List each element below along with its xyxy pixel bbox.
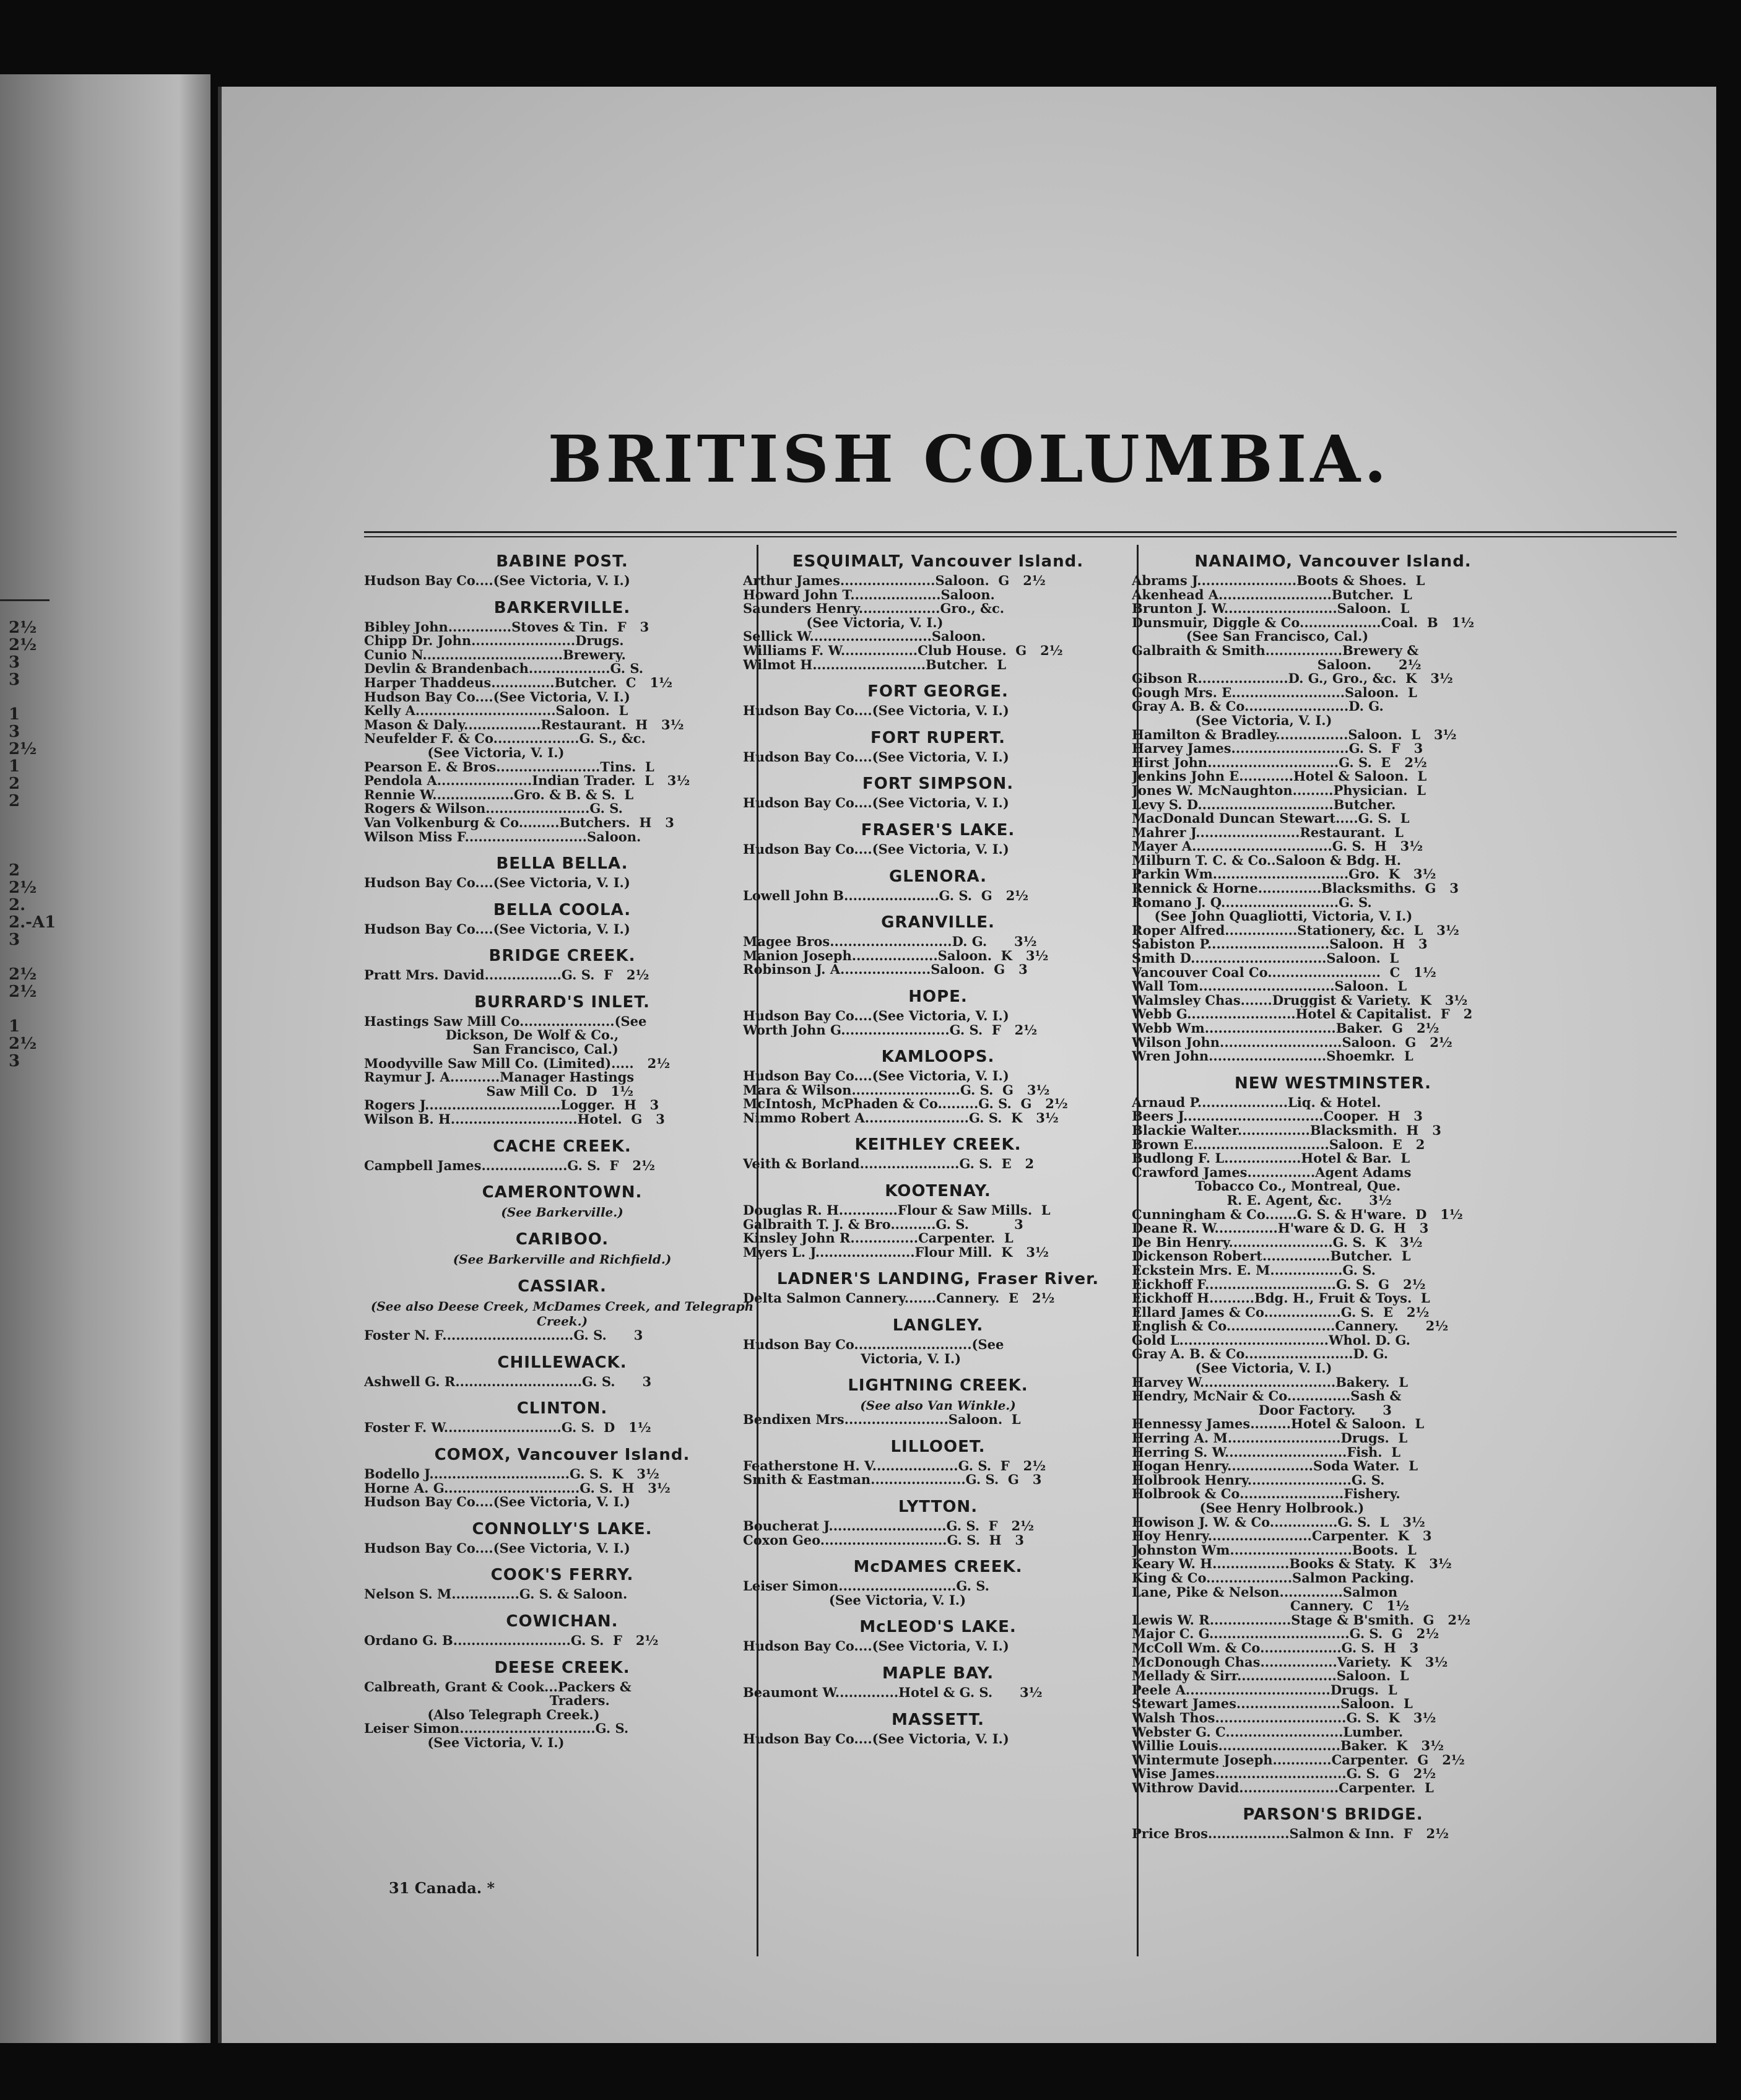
town-heading: LADNER'S LANDING, Fraser River. [776, 1270, 1100, 1289]
town-section [743, 1313, 1133, 1366]
directory-entry: Roper Alfred................Stationery, &c. L 3½ [1132, 923, 1459, 938]
town-heading: GLENORA. [888, 867, 988, 886]
directory-entry: Harvey James..........................G. S. F 3 [1132, 742, 1423, 756]
town-section [743, 771, 1133, 810]
gutter-number: 2 [9, 861, 20, 880]
town-section [364, 1655, 760, 1750]
directory-entry: Walmsley Chas.......Druggist & Variety. K 3½ [1132, 993, 1468, 1008]
directory-entry: (Also Telegraph Creek.) [364, 1707, 600, 1722]
directory-entry: Hudson Bay Co....(See Victoria, V. I.) [364, 922, 630, 937]
gutter-number [9, 1000, 64, 1018]
directory-entry: Wilson John...........................Saloon. G 2½ [1132, 1035, 1452, 1050]
directory-entry: Leiser Simon..............................G. S. [364, 1722, 629, 1736]
directory-entry: Foster N. F.............................G. S. 3 [364, 1329, 643, 1343]
directory-entry: Kelly A...............................Saloon. L [364, 704, 628, 718]
town-heading: BELLA BELLA. [496, 854, 628, 874]
directory-entry: Coxon Geo............................G. S. H 3 [743, 1533, 1025, 1548]
directory-entry: Gibson R....................D. G., Gro., &c. K 3½ [1132, 672, 1453, 686]
directory-entry: Wren John..........................Shoemkr. L [1132, 1049, 1413, 1064]
town-section [743, 1434, 1133, 1487]
directory-entry: Chipp Dr. John.......................Drugs. [364, 634, 624, 648]
directory-entry: Hendry, McNair & Co..............Sash & [1132, 1389, 1402, 1404]
directory-entry: Traders. [364, 1694, 610, 1708]
directory-entry: Eickhoff H..........Bdg. H., Fruit & Toys. L [1132, 1291, 1430, 1306]
town-note: (See also Deese Creek, McDames Creek, and Telegraph Creek.) [370, 1299, 754, 1329]
directory-entry: Lowell John B.....................G. S. G 2½ [743, 888, 1029, 903]
directory-entry: Cannery. C 1½ [1132, 1599, 1410, 1613]
directory-entry: Willie Louis...........................Baker. K 3½ [1132, 1739, 1444, 1753]
town-section [364, 596, 760, 844]
directory-entry: Galbraith T. J. & Bro..........G. S. 3 [743, 1217, 1023, 1232]
town-heading: CAMERONTOWN. [482, 1183, 643, 1202]
directory-entry: Bendixen Mrs.......................Saloon. L [743, 1413, 1021, 1427]
directory-entry: Dunsmuir, Diggle & Co..................Coal. B 1½ [1132, 615, 1475, 630]
directory-entry: MacDonald Duncan Stewart.....G. S. L [1132, 812, 1410, 826]
directory-entry: Robinson J. A....................Saloon. G 3 [743, 963, 1028, 977]
directory-entry: Smith D..............................Saloon. L [1132, 952, 1399, 966]
directory-entry: (See John Quagliotti, Victoria, V. I.) [1132, 909, 1413, 924]
town-heading: ESQUIMALT, Vancouver Island. [792, 552, 1084, 571]
directory-entry: Hudson Bay Co....(See Victoria, V. I.) [743, 842, 1009, 857]
directory-entry: Wilson B. H............................Hotel. G 3 [364, 1113, 665, 1127]
town-heading: COMOX, Vancouver Island. [434, 1446, 690, 1464]
directory-entry: Pearson E. & Bros.......................Tins. L [364, 760, 654, 774]
town-section [364, 898, 760, 937]
town-heading: McLEOD'S LAKE. [859, 1618, 1017, 1637]
town-section [743, 726, 1133, 765]
town-heading: FORT RUPERT. [870, 728, 1005, 747]
directory-entry: Price Bros..................Salmon & Inn. F 2½ [1132, 1827, 1449, 1842]
directory-entry: Hirst John.............................G. S. E 2½ [1132, 755, 1427, 770]
directory-entry: Saw Mill Co. D 1½ [364, 1084, 633, 1099]
directory-entry: Arnaud P....................Liq. & Hotel. [1132, 1095, 1381, 1110]
directory-entry: Hudson Bay Co....(See Victoria, V. I.) [743, 1009, 1009, 1023]
directory-entry: Budlong F. L.................Hotel & Bar. L [1132, 1152, 1410, 1166]
directory-entry: Abrams J......................Boots & Shoes. L [1132, 574, 1425, 588]
directory-entry: Walsh Thos.............................G. S. K 3½ [1132, 1711, 1436, 1725]
directory-entry: Keary W. H.................Books & Staty. K 3½ [1132, 1557, 1452, 1571]
town-section [743, 549, 1133, 672]
town-section [743, 818, 1133, 857]
directory-entry: Major C. G...............................G. S. G 2½ [1132, 1627, 1439, 1641]
directory-entry: Calbreath, Grant & Cook...Packers & [364, 1680, 632, 1694]
directory-entry: Kinsley John R...............Carpenter. L [743, 1231, 1014, 1246]
directory-entry: Hudson Bay Co....(See Victoria, V. I.) [364, 690, 630, 705]
gutter-number: 2½ [9, 879, 37, 897]
directory-entry: Hudson Bay Co....(See Victoria, V. I.) [364, 574, 630, 588]
town-heading: GRANVILLE. [881, 913, 995, 932]
town-note: (See Barkerville.) [501, 1205, 623, 1220]
directory-entry: Tobacco Co., Montreal, Que. [1132, 1179, 1401, 1194]
directory-entry: (See San Francisco, Cal.) [1132, 630, 1369, 644]
town-heading: BRIDGE CREEK. [488, 947, 636, 966]
directory-entry: Holbrook & Co.......................Fishery. [1132, 1487, 1400, 1501]
directory-entry: Pratt Mrs. David.................G. S. F 2½ [364, 968, 649, 983]
directory-entry: Eickhoff F.............................G. S. G 2½ [1132, 1277, 1426, 1292]
town-section [364, 1134, 760, 1173]
header-rule [364, 531, 1677, 537]
gutter-number: 2.-A1 [9, 913, 56, 932]
directory-entry: Mason & Daly.................Restaurant. H 3½ [364, 718, 684, 732]
town-heading: COOK'S FERRY. [490, 1566, 634, 1585]
directory-entry: Hudson Bay Co....(See Victoria, V. I.) [364, 1541, 630, 1556]
town-section [364, 1443, 760, 1509]
directory-entry: Mahrer J.......................Restaurant. L [1132, 825, 1404, 840]
directory-entry: Sabiston P...........................Saloon. H 3 [1132, 937, 1428, 952]
directory-entry: Hennessy James.........Hotel & Saloon. L [1132, 1417, 1425, 1432]
directory-entry: Rennick & Horne..............Blacksmiths. G 3 [1132, 882, 1459, 896]
directory-entry: Rennie W..................Gro. & B. & S. L [364, 788, 634, 802]
directory-entry: Nelson S. M...............G. S. & Saloon. [364, 1587, 628, 1602]
directory-entry: Pendola A.....................Indian Trader. L 3½ [364, 774, 690, 788]
directory-entry: Wilmot H.........................Butcher. L [743, 657, 1006, 672]
directory-entry: Mayer A...............................G. S. H 3½ [1132, 840, 1423, 854]
town-section [364, 1180, 760, 1220]
town-heading: MAPLE BAY. [882, 1664, 994, 1683]
gutter-number: 2½ [9, 965, 37, 984]
town-heading: PARSON'S BRIDGE. [1243, 1805, 1423, 1824]
town-section [743, 910, 1133, 977]
directory-entry: Saunders Henry..................Gro., &c. [743, 602, 1005, 616]
gutter-number: 1 [9, 705, 20, 724]
town-section [743, 1661, 1133, 1700]
directory-entry: Brunton J. W.........................Saloon. L [1132, 602, 1410, 616]
directory-entry: (See Victoria, V. I.) [743, 615, 944, 630]
directory-entry: Harper Thaddeus..............Butcher. C 1½ [364, 675, 672, 690]
previous-page-edge [0, 74, 211, 2043]
town-heading: CARIBOO. [515, 1230, 609, 1249]
directory-entry: R. E. Agent, &c. 3½ [1132, 1193, 1392, 1208]
directory-entry: Hudson Bay Co....(See Victoria, V. I.) [364, 876, 630, 890]
town-heading: HOPE. [908, 987, 968, 1006]
town-heading: FORT SIMPSON. [862, 774, 1014, 794]
directory-entry: Bodello J...............................G. S. K 3½ [364, 1467, 659, 1482]
town-section [364, 549, 760, 588]
directory-entry: Levy S. D..............................Butcher. [1132, 797, 1396, 812]
town-section [364, 851, 760, 890]
page-title: BRITISH COLUMBIA. [547, 421, 1391, 497]
directory-entry: Holbrook Henry.......................G. S. [1132, 1473, 1385, 1488]
town-heading: CLINTON. [516, 1399, 608, 1418]
town-heading: LIGHTNING CREEK. [848, 1376, 1028, 1395]
directory-entry: Jenkins John E............Hotel & Saloon. L [1132, 770, 1427, 784]
directory-entry: Herring A. M.........................Drugs. L [1132, 1431, 1408, 1446]
directory-entry: Boucherat J..........................G. S. F 2½ [743, 1519, 1035, 1534]
town-section [364, 1609, 760, 1648]
town-heading: KOOTENAY. [885, 1182, 991, 1201]
town-heading: BURRARD'S INLET. [474, 992, 650, 1012]
town-heading: NEW WESTMINSTER. [1234, 1074, 1432, 1093]
town-heading: LANGLEY. [892, 1316, 984, 1335]
gutter-number: 2½ [9, 636, 37, 654]
directory-entry: Eckstein Mrs. E. M................G. S. [1132, 1263, 1376, 1278]
directory-entry: Vancouver Coal Co......................... C 1½ [1132, 965, 1436, 980]
directory-entry: Akenhead A.........................Butcher. L [1132, 588, 1412, 602]
directory-entry: Parkin Wm..............................Gro. K 3½ [1132, 867, 1436, 882]
directory-entry: Hudson Bay Co..........................(See [743, 1338, 1004, 1352]
town-section [743, 1044, 1133, 1125]
directory-entry: Cunningham & Co.......G. S. & H'ware. D 1½ [1132, 1207, 1463, 1222]
gutter-number: 2½ [9, 983, 37, 1001]
town-section [743, 1615, 1133, 1654]
directory-entry: Howison J. W. & Co...............G. S. L 3½ [1132, 1515, 1425, 1530]
town-heading: COWICHAN. [506, 1612, 619, 1631]
town-heading: KEITHLEY CREEK. [854, 1135, 1022, 1155]
directory-entry: Peele A................................Drugs. L [1132, 1683, 1397, 1698]
gutter-number: 1 [9, 1017, 20, 1036]
directory-entry: Gray A. B. & Co.......................D. G. [1132, 700, 1384, 714]
directory-entry: Romano J. Q..........................G. S. [1132, 895, 1372, 910]
gutter-number: 3 [9, 1052, 20, 1070]
directory-entry: De Bin Henry.......................G. S. K 3½ [1132, 1235, 1423, 1250]
town-section [743, 1495, 1133, 1547]
directory-entry: San Francisco, Cal.) [364, 1043, 619, 1057]
directory-entry: (See Victoria, V. I.) [743, 1593, 966, 1608]
gutter-number [9, 844, 64, 862]
gutter-number: 3 [9, 670, 20, 689]
directory-entry: Cunio N...............................Brewery. [364, 648, 626, 662]
directory-entry: Rogers J..............................Logger. H 3 [364, 1098, 659, 1113]
town-section [364, 1563, 760, 1602]
gutter-number [9, 948, 64, 966]
gutter-number [9, 827, 64, 844]
directory-entry: Arthur James.....................Saloon. G 2½ [743, 574, 1046, 588]
directory-entry: Hamilton & Bradley................Saloon. L 3½ [1132, 727, 1457, 742]
gutter-number: 2½ [9, 1035, 37, 1053]
directory-entry: Featherstone H. V...................G. S. F 2½ [743, 1459, 1046, 1473]
directory-entry: Jones W. McNaughton.........Physician. L [1132, 783, 1426, 798]
town-note: (See also Van Winkle.) [860, 1398, 1016, 1413]
town-section [364, 1227, 760, 1267]
town-section [364, 1396, 760, 1435]
town-heading: BABINE POST. [496, 552, 628, 571]
town-heading: BELLA COOLA. [493, 900, 632, 919]
directory-entry: Mellady & Sirr......................Saloon. L [1132, 1669, 1409, 1683]
directory-entry: Dickson, De Wolf & Co., [364, 1028, 619, 1043]
directory-entry: Herring S. W...........................Fish. L [1132, 1445, 1400, 1460]
gutter-number: 2½ [9, 618, 37, 637]
directory-entry: Milburn T. C. & Co..Saloon & Bdg. H. [1132, 853, 1402, 868]
town-section [743, 1132, 1133, 1171]
town-section [743, 864, 1133, 903]
directory-entry: Harvey W..............................Bakery. L [1132, 1375, 1409, 1390]
directory-entry: Dickenson Robert...............Butcher. L [1132, 1249, 1411, 1264]
directory-entry: Gray A. B. & Co........................D. G. [1132, 1347, 1389, 1362]
directory-entry: Webb Wm.............................Baker. G 2½ [1132, 1022, 1439, 1036]
directory-entry: (See Victoria, V. I.) [1132, 713, 1332, 728]
directory-entry: Wintermute Joseph.............Carpenter. G 2½ [1132, 1753, 1465, 1768]
directory-entry: Wise James.............................G. S. G 2½ [1132, 1767, 1436, 1781]
directory-entry: Leiser Simon..........................G. S. [743, 1579, 989, 1594]
directory-entry: Moodyville Saw Mill Co. (Limited)..... 2½ [364, 1056, 671, 1071]
town-heading: BARKERVILLE. [493, 598, 631, 617]
directory-entry: Webster G. C..........................Lumber. [1132, 1725, 1404, 1740]
directory-entry: Webb G........................Hotel & Capitalist. F 2 [1132, 1007, 1473, 1022]
column-1 [364, 542, 760, 1755]
town-heading: KAMLOOPS. [881, 1048, 995, 1067]
gutter-number: 2½ [9, 740, 37, 758]
town-section [743, 1555, 1133, 1607]
directory-entry: Magee Bros...........................D. G. 3½ [743, 935, 1037, 949]
town-heading: LYTTON. [898, 1498, 978, 1516]
town-section [364, 1517, 760, 1556]
gutter-number: 3 [9, 653, 20, 672]
directory-entry: Johnston Wm...........................Boots. L [1132, 1543, 1417, 1558]
town-heading: CASSIAR. [518, 1277, 607, 1296]
directory-entry: (See Victoria, V. I.) [364, 1735, 565, 1750]
directory-entry: Deane R. W..............H'ware & D. G. H 3 [1132, 1221, 1429, 1236]
directory-entry: Ellard James & Co.................G. S. E 2½ [1132, 1305, 1430, 1320]
town-section [1132, 549, 1534, 1064]
directory-entry: Gold L.................................Whol. D. G. [1132, 1333, 1410, 1348]
column-2 [743, 542, 1133, 1751]
directory-entry: Hudson Bay Co....(See Victoria, V. I.) [743, 1732, 1009, 1746]
gutter-number: 2. [9, 896, 26, 914]
gutter-number: 3 [9, 931, 20, 949]
directory-entry: (See Henry Holbrook.) [1132, 1501, 1365, 1516]
gutter-number: 3 [9, 722, 20, 741]
directory-entry: Withrow David......................Carpenter. L [1132, 1781, 1434, 1795]
gutter-number [9, 688, 64, 706]
page-footer: 31 Canada. * [389, 1879, 495, 1897]
directory-entry: Hudson Bay Co....(See Victoria, V. I.) [364, 1495, 630, 1509]
directory-entry: Neufelder F. & Co...................G. S., &c. [364, 732, 646, 746]
directory-entry: (See Victoria, V. I.) [364, 745, 565, 760]
directory-entry: Door Factory. 3 [1132, 1403, 1392, 1418]
town-section [743, 1373, 1133, 1427]
town-heading: CONNOLLY'S LAKE. [472, 1519, 653, 1538]
directory-entry: Stewart James.......................Saloon. L [1132, 1697, 1413, 1711]
town-heading: FRASER'S LAKE. [861, 820, 1015, 840]
directory-entry: Hoy Henry.......................Carpenter. K 3 [1132, 1529, 1432, 1543]
town-section [364, 1274, 760, 1343]
directory-entry: Foster F. W..........................G. S. D 1½ [364, 1421, 651, 1435]
directory-entry: Hudson Bay Co....(See Victoria, V. I.) [743, 750, 1009, 765]
directory-entry: Manion Joseph...................Saloon. K 3½ [743, 948, 1049, 963]
directory-entry: Hudson Bay Co....(See Victoria, V. I.) [743, 704, 1009, 718]
directory-entry: Myers L. J......................Flour Mill. K 3½ [743, 1245, 1049, 1260]
town-section [743, 679, 1133, 718]
directory-entry: Beaumont W..............Hotel & G. S. 3½ [743, 1685, 1043, 1700]
directory-entry: Howard John T....................Saloon. [743, 588, 995, 602]
town-heading: LILLOOET. [890, 1437, 986, 1456]
directory-entry: Worth John G........................G. S. F 2½ [743, 1023, 1038, 1038]
directory-entry: English & Co........................Cannery. 2½ [1132, 1319, 1449, 1334]
directory-entry: Hudson Bay Co....(See Victoria, V. I.) [743, 1069, 1009, 1083]
directory-entry: Beers J...............................Cooper. H 3 [1132, 1109, 1423, 1124]
directory-entry: Rogers & Wilson.......................G. S. [364, 802, 623, 816]
directory-entry: Devlin & Brandenbach..................G. S. [364, 662, 644, 676]
town-section [743, 984, 1133, 1037]
directory-entry: Saloon. 2½ [1132, 657, 1422, 672]
town-section [1132, 1071, 1534, 1795]
directory-entry: Raymur J. A...........Manager Hastings [364, 1070, 635, 1085]
directory-entry: Brown E..............................Saloon. E 2 [1132, 1137, 1425, 1152]
town-heading: DEESE CREEK. [494, 1658, 630, 1677]
town-section [1132, 1802, 1534, 1841]
town-heading: CACHE CREEK. [493, 1137, 632, 1156]
directory-entry: McIntosh, McPhaden & Co.........G. S. G 2½ [743, 1097, 1068, 1111]
directory-entry: McColl Wm. & Co..................G. S. H 3 [1132, 1641, 1419, 1655]
directory-entry: Wall Tom..............................Saloon. L [1132, 979, 1407, 994]
town-heading: CHILLEWACK. [497, 1353, 627, 1372]
directory-entry: Nimmo Robert A.......................G. S. K 3½ [743, 1111, 1059, 1126]
directory-entry: (See Victoria, V. I.) [1132, 1361, 1332, 1376]
directory-entry: Veith & Borland......................G. S. E 2 [743, 1157, 1035, 1172]
directory-entry: Smith & Eastman.....................G. S. G 3 [743, 1473, 1042, 1487]
town-section [743, 1707, 1133, 1746]
town-heading: FORT GEORGE. [867, 682, 1009, 701]
directory-page [218, 87, 1716, 2043]
directory-entry: Mara & Wilson........................G. S. G 3½ [743, 1083, 1050, 1098]
directory-entry: Delta Salmon Cannery.......Cannery. E 2½ [743, 1291, 1055, 1306]
directory-entry: Ordano G. B..........................G. S. F 2½ [364, 1633, 659, 1648]
town-heading: McDAMES CREEK. [853, 1558, 1023, 1577]
column-3 [1132, 542, 1534, 1846]
directory-entry: Galbraith & Smith.................Brewery & [1132, 643, 1419, 658]
gutter-number [9, 810, 64, 827]
gutter-number: 2 [9, 774, 20, 793]
gutter-number: 2 [9, 792, 20, 810]
town-section [743, 1267, 1133, 1306]
directory-entry: Douglas R. H.............Flour & Saw Mills. L [743, 1204, 1051, 1218]
town-heading: MASSETT. [891, 1710, 985, 1729]
directory-entry: Crawford James...............Agent Adams [1132, 1165, 1412, 1180]
directory-entry: Ashwell G. R............................G. S. 3 [364, 1374, 652, 1389]
town-section [743, 1179, 1133, 1259]
directory-entry: Van Volkenburg & Co.........Butchers. H 3 [364, 815, 674, 830]
town-heading: NANAIMO, Vancouver Island. [1194, 552, 1472, 571]
directory-entry: Victoria, V. I.) [743, 1352, 962, 1366]
directory-entry: Lane, Pike & Nelson..............Salmon [1132, 1585, 1398, 1600]
directory-entry: Campbell James...................G. S. F 2½ [364, 1158, 655, 1173]
directory-entry: Wilson Miss F...........................Saloon. [364, 830, 641, 844]
town-section [364, 990, 760, 1127]
directory-entry: King & Co...................Salmon Packing. [1132, 1571, 1414, 1586]
directory-entry: McDonough Chas.................Variety. K 3½ [1132, 1655, 1448, 1670]
directory-entry: Williams F. W.................Club House. G 2½ [743, 643, 1063, 658]
directory-entry: Sellick W...........................Saloon. [743, 630, 986, 644]
directory-entry: Hastings Saw Mill Co.....................(See [364, 1014, 647, 1029]
gutter-numbers [9, 619, 64, 1070]
directory-entry: Hudson Bay Co....(See Victoria, V. I.) [743, 796, 1009, 810]
directory-entry: Hudson Bay Co....(See Victoria, V. I.) [743, 1639, 1009, 1654]
directory-entry: Gough Mrs. E.........................Saloon. L [1132, 685, 1417, 700]
directory-entry: Lewis W. R..................Stage & B'smith. G 2½ [1132, 1613, 1470, 1628]
directory-entry: Bibley John..............Stoves & Tin. F 3 [364, 620, 649, 635]
gutter-rule [0, 599, 50, 601]
directory-entry: Blackie Walter................Blacksmith. H 3 [1132, 1123, 1441, 1138]
directory-entry: Horne A. G..............................G. S. H 3½ [364, 1481, 671, 1496]
town-note: (See Barkerville and Richfield.) [453, 1252, 672, 1267]
directory-entry: Hogan Henry...................Soda Water. L [1132, 1459, 1418, 1473]
gutter-number: 1 [9, 757, 20, 776]
town-section [364, 944, 760, 983]
town-section [364, 1350, 760, 1389]
